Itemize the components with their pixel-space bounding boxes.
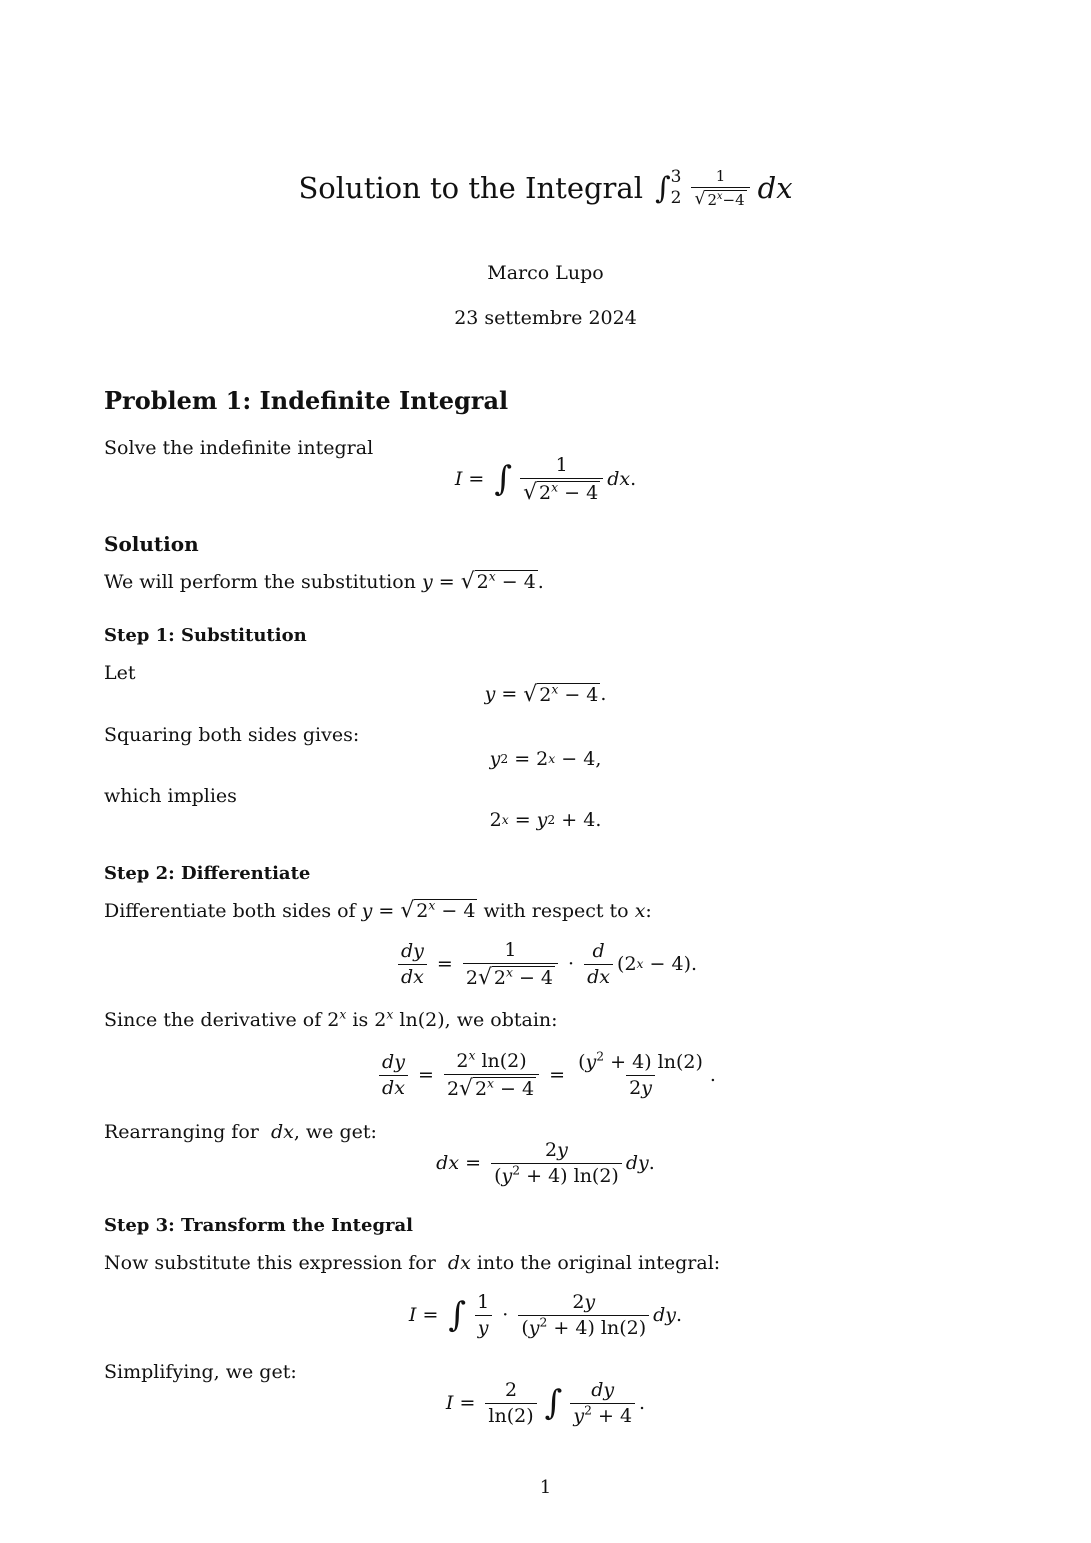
- equation-squared: y 2 = 2 x − 4,: [489, 748, 602, 770]
- problem-statement: Solve the indefinite integral: [104, 437, 374, 459]
- equation-substitution: y = √ $2^x - 4$ .: [484, 682, 607, 708]
- step2-differentiate: Differentiate both sides of y = √ $2^x - 4$ with respect to x :: [104, 898, 652, 924]
- author: Marco Lupo: [487, 262, 604, 284]
- equation-transformed: I = ∫ 1 y · 2y $(y^2 + 4)$ ln(2) dy .: [408, 1291, 683, 1339]
- step2-rearrange: Rearranging for dx, we get:: [104, 1121, 377, 1143]
- step1-squaring: Squaring both sides gives:: [104, 724, 360, 746]
- step2-since-text-c: we obtain:: [456, 1009, 558, 1031]
- step2-rearr-text-b: , we get:: [293, 1121, 377, 1143]
- page-title: [0, 168, 1091, 208]
- equation-simplified: I = 2 ln(2) ∫ dy $y^2 + 4$ .: [445, 1379, 646, 1427]
- equation-implies: 2 x = y 2 + 4.: [489, 809, 602, 831]
- step1-heading: Step 1: Substitution: [104, 625, 307, 646]
- step2-since-text-b: is: [352, 1009, 369, 1031]
- subsection-heading-solution: Solution: [104, 532, 199, 556]
- step3-substitute: Now substitute this expression for dx into the original integral:: [104, 1252, 721, 1274]
- equation-integral: I = ∫ 1 √ $2^x - 4$ dx .: [454, 454, 637, 505]
- page-number: 1: [539, 1477, 552, 1498]
- step2-diff-text-a: Differentiate both sides of: [104, 899, 356, 922]
- title-integral: ∫ 3 2 1 √ $2^x-4$ dx: [654, 167, 793, 209]
- step2-rearr-text-a: Rearranging for: [104, 1121, 259, 1143]
- step3-heading: Step 3: Transform the Integral: [104, 1215, 414, 1236]
- solution-intro: We will perform the substitution y = √ $2^x - 4$ .: [104, 569, 544, 595]
- step3-subst-text-b: into the original integral:: [476, 1252, 721, 1274]
- step2-heading: Step 2: Differentiate: [104, 863, 311, 884]
- equation-dx: dx = 2y $(y^2 + 4)$ ln(2) dy .: [436, 1139, 655, 1187]
- step2-since-text-a: Since the derivative of: [104, 1009, 322, 1031]
- step1-let: Let: [104, 662, 136, 684]
- step3-subst-text-a: Now substitute this expression for: [104, 1252, 436, 1274]
- solution-intro-text: We will perform the substitution: [104, 570, 416, 593]
- equation-derivative-1: dy dx = 1 2 √ $2^x - 4$ · d dx (2 x − 4).: [0, 940, 1091, 989]
- step2-diff-text-b: with respect to: [483, 899, 629, 922]
- step2-since: Since the derivative of 2$^x$ is 2$^x$ ln(2), we obtain:: [104, 1007, 558, 1031]
- step1-implies: which implies: [104, 785, 237, 807]
- title-text: Solution to the Integral: [298, 171, 643, 205]
- section-heading-problem: Problem 1: Indefinite Integral: [104, 386, 509, 415]
- step3-simplify: Simplifying, we get:: [104, 1361, 297, 1383]
- equation-derivative-2: dy dx = 2$^x$ ln(2) 2 √ $2^x - 4$ = $(y^2 + 4)$ ln(2) 2y .: [0, 1051, 1091, 1100]
- date: 23 settembre 2024: [454, 307, 637, 329]
